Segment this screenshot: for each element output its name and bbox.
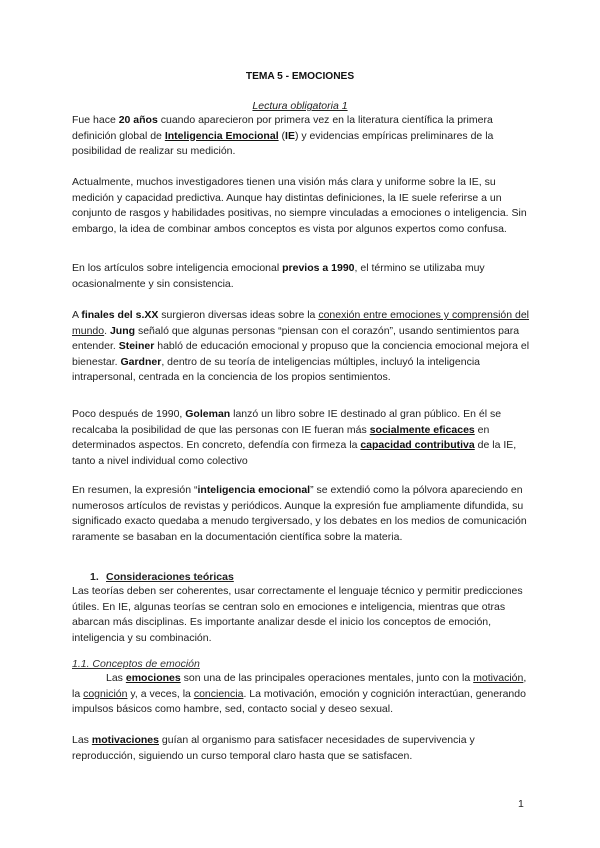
- paragraph-theoretical: Las teorías deben ser coherentes, usar correctamente el lenguaje técnico y permitir predicciones útiles. En IE, algunas teorías se centran solo en emociones e inteligencia, mientras que otras abarcan más disciplinas. Es importante analizar desde el inicio los conceptos de emoción, inteligencia y su combinación.: [72, 585, 523, 644]
- paragraph-pre-1990: En los artículos sobre inteligencia emocional previos a 1990, el término se utilizaba muy ocasionalmente y sin consistencia.: [72, 262, 485, 290]
- page-number: 1: [518, 798, 524, 810]
- paragraph-summary: En resumen, la expresión “inteligencia emocional” se extendió como la pólvora apareciendo en numerosos artículos de revistas y periódicos. Aunque la expresión fue ampliamente difundida, su significado exacto quedaba a menudo tergiversado, y los debates en los medios de comunicación raramente se basaban en la documentación científica sobre la materia.: [72, 484, 527, 543]
- paragraph-intro: Fue hace 20 años cuando aparecieron por primera vez en la literatura científica la primera definición global de Inteligencia Emocional (IE) y evidencias empíricas preliminares de la posibilidad de realizar su medición.: [72, 114, 494, 158]
- paragraph-late-20th-century: A finales del s.XX surgieron diversas ideas sobre la conexión entre emociones y comprensión del mundo. Jung señaló que algunas personas “piensan con el corazón”, usando sentimientos para entender. Steiner habló de educación emocional y propuso que la conciencia emocional mejora el bienestar. Gardner, dentro de su teoría de inteligencias múltiples, incluyó la inteligencia intrapersonal, centrada en la conciencia de los propios sentimientos.: [72, 309, 530, 384]
- subsection-heading-1-1: 1.1. Conceptos de emoción: [72, 658, 200, 670]
- section-heading-1: 1. Consideraciones teóricas: [90, 571, 234, 583]
- paragraph-current-view: Actualmente, muchos investigadores tienen una visión más clara y uniforme sobre la IE, su medición y capacidad predictiva. Aunque hay distintas definiciones, la IE suele referirse a un conjunto de rasgos y habilidades positivas, no siempre vinculadas a emociones o inteligencia. Sin embargo, la idea de combinar ambos conceptos es vista por algunos expertos como confusa.: [72, 176, 527, 235]
- paragraph-emotions: Las emociones son una de las principales operaciones mentales, junto con la motivación, la cognición y, a veces, la conciencia. La motivación, emoción y cognición interactúan, generando impulsos básicos como hambre, sed, contacto social y deseo sexual.: [72, 672, 527, 716]
- paragraph-goleman: Poco después de 1990, Goleman lanzó un libro sobre IE destinado al gran público. En él se recalcaba la posibilidad de que las personas con IE fueran más socialmente eficaces en determinados aspectos. En concreto, defendía con firmeza la capacidad contributiva de la IE, tanto a nivel individual como colectivo: [72, 408, 517, 467]
- document-title: TEMA 5 - EMOCIONES: [245, 71, 355, 82]
- paragraph-motivations: Las motivaciones guían al organismo para satisfacer necesidades de supervivencia y reproducción, siguiendo un curso temporal claro hasta que se satisfacen.: [72, 734, 475, 762]
- reading-subtitle: Lectura obligatoria 1: [252, 100, 348, 112]
